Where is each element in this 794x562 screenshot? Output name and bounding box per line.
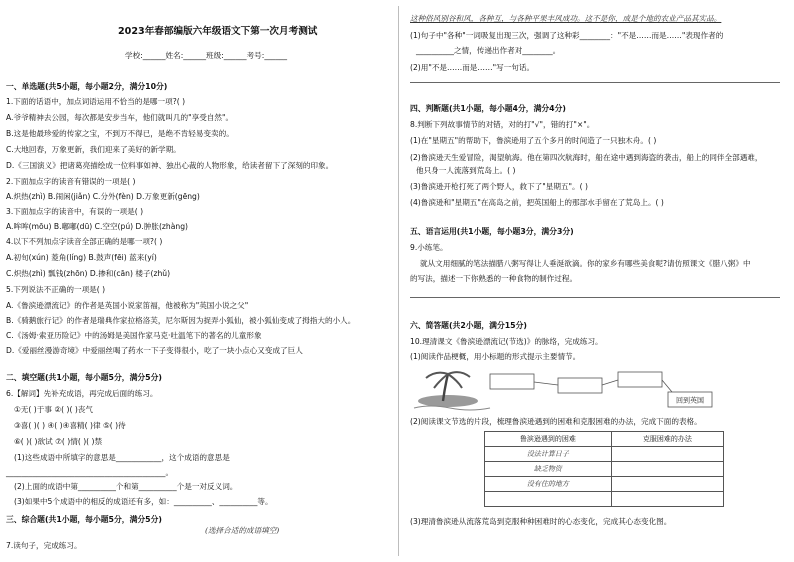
- table-cell-answer[interactable]: [611, 462, 723, 477]
- table-cell-answer[interactable]: [611, 447, 723, 462]
- table-cell: [485, 492, 612, 507]
- question-line: (2)上面的成语中第__________个和第__________个是一对反义词。: [14, 482, 238, 491]
- table-cell: 缺乏物资: [485, 462, 612, 477]
- question-9a: 就从文用细腻的笔法描腊八粥写得让人垂涎欲滴。你的家乡有哪些美食呢?请仿照课文《腊八粥》中: [420, 259, 751, 268]
- section-heading: 三、综合题(共1小题，每小题5分，满分5分): [6, 515, 162, 524]
- plot-box-3: [618, 372, 662, 387]
- table-cell: 没有住的地方: [485, 477, 612, 492]
- question-line: 5.下列说法不正确的一项是( ): [6, 285, 106, 294]
- question-10: 10.理清课文《鲁滨逊漂流记(节选)》的脉络，完成练习。: [410, 337, 603, 346]
- question-line: B.《骑鹅旅行记》的作者是瑞典作家拉格洛芙，尼尔斯因为捉弄小狐仙，被小狐仙变成了拇指大的小人。: [6, 316, 356, 325]
- question-line: C.《汤姆·索亚历险记》中的汤姆是美国作家马克·吐温笔下的著名的儿童形象: [6, 331, 262, 340]
- question-line: (3)如果中5个成语中的相反的成语还有多，如：__________、__________等。: [14, 497, 273, 506]
- return-england-label: 回到英国: [676, 396, 704, 405]
- difficulty-table: [484, 431, 724, 507]
- question-line: A.哞哞(mōu) B.嘟嘟(dū) C.空空(pú) D.肿胀(zhàng): [6, 222, 188, 231]
- question-10-1: (1)阅读作品梗概，用小标题的形式提示主要情节。: [410, 352, 581, 361]
- section-6-heading: 六、简答题(共2小题，满分15分): [410, 321, 527, 330]
- column-divider: [398, 6, 399, 556]
- question-line: D.《三国演义》把诸葛亮描绘成一位料事如神、独出心裁的人物形象，给读者留下了深刻的印象。: [6, 161, 334, 170]
- answer-rule: [410, 82, 780, 83]
- island-icon: [418, 395, 478, 407]
- question-10-2: (2)阅读课文节选的片段，梳理鲁滨逊遇到的困难和克服困难的办法，完成下面的表格。: [410, 417, 702, 426]
- question-line: ⑥( )( )欲试 ⑦( )情( )( )禁: [14, 437, 103, 446]
- section-heading: 二、填空题(共1小题，每小题5分，满分5分): [6, 373, 162, 382]
- question-line: ①无( )于事 ②( )( )丧气: [14, 405, 94, 414]
- exam-title: 2023年春部编版六年级语文下第一次月考测试: [118, 26, 318, 37]
- judge-2b: 他只身一人流落到荒岛上。( ): [416, 166, 516, 175]
- question-line: A.《鲁滨逊漂流记》的作者是英国小说家笛福，他被称为"英国小说之父": [6, 301, 249, 310]
- question-line: __________________________________________。: [6, 468, 174, 477]
- question-8: 8.判断下列故事情节的对错，对的打"√"，错的打"×"。: [410, 120, 595, 129]
- question-10-3: (3)理清鲁滨逊从流落荒岛到克服种种困难时的心态变化，完成其心态变化图。: [410, 517, 672, 526]
- section-5-heading: 五、语言运用(共1小题，每小题3分，满分3分): [410, 227, 574, 236]
- section-4-heading: 四、判断题(共1小题，每小题4分，满分4分): [410, 104, 566, 113]
- table-cell: 没法计算日子: [485, 447, 612, 462]
- story-plot-diagram: [410, 368, 720, 412]
- judge-4: (4)鲁滨逊和"星期五"在高岛之前，把英国船上的那部水手留在了荒岛上。( ): [410, 198, 664, 207]
- question-line: C.大地回春，万象更新，我们迎来了美好的新学期。: [6, 145, 181, 154]
- plot-box-2: [558, 378, 602, 393]
- table-header: 克服困难的办法: [611, 432, 723, 447]
- right-column: [400, 0, 794, 562]
- question-line: 7.读句子，完成练习。: [6, 541, 82, 550]
- question-line: C.炽热(zhì) 瓢钱(zhōn) D.掺和(cān) 楼子(zhǔ): [6, 269, 171, 278]
- judge-2a: (2)鲁滨逊天生爱冒险，渴望航海。他在第四次航海时，船在途中遇到海盗的袭击，船上的同伴全部遇难，: [410, 153, 763, 162]
- question-line: A.初旬(xún) 菱角(líng) B.鼓声(fēi) 蓝来(yí): [6, 253, 157, 262]
- question-line: 2.下面加点字的读音有错误的一项是( ): [6, 177, 136, 186]
- plot-box-1: [490, 374, 534, 389]
- judge-3: (3)鲁滨逊开枪打死了两个野人，救下了"星期五"。( ): [410, 182, 588, 191]
- question-line: (1)这些成语中所填字的意思是____________，这个成语的意思是: [14, 453, 230, 462]
- table-cell-answer[interactable]: [611, 477, 723, 492]
- question-line: 6.【解词】先补充成语，再完成后面的练习。: [6, 389, 158, 398]
- question-7-1: (1)句子中"各种"一词吸复出现三次，强调了这种彩________："不是……而是……"表现作者的: [410, 31, 724, 40]
- question-line: 3.下面加点字的读音中，有误的一项是( ): [6, 207, 144, 216]
- table-row: [485, 477, 724, 492]
- handwritten-top-line: 这种俗风别谷和风，各种互，与各种平果丰风成功。这不是你，成是个地的农业产品其实品。: [410, 14, 722, 23]
- question-line: ③喜( )( ) ④( )④喜精( )律 ⑤( )待: [14, 421, 126, 430]
- question-line: 4.以下不列加点字读音全部正确的是哪一项?( ): [6, 237, 163, 246]
- table-row: [485, 447, 724, 462]
- question-line: A.爷爷精神去公园，每次都是安步当车，他们就叫几的"享受自然"。: [6, 113, 234, 122]
- question-line: 1.下面的话语中，加点词语运用不恰当的是哪一项?( ): [6, 97, 186, 106]
- question-7-1b: __________之情，传递出作者对________。: [416, 46, 561, 55]
- question-7-2: (2)用"不是……而是……"写一句话。: [410, 63, 535, 72]
- question-line: D.《爱丽丝漫游奇境》中爱丽丝喝了药水一下子变得很小，吃了一块小点心又变成了巨人: [6, 346, 303, 355]
- student-info-line: 学校:______姓名:______班级:______考号:______: [125, 51, 288, 60]
- table-row: [485, 492, 724, 507]
- question-9b: 的写法，描述一下你熟悉的一种食物的制作过程。: [410, 274, 578, 283]
- table-cell-answer[interactable]: [611, 492, 723, 507]
- writing-rule: [410, 297, 780, 298]
- handwritten-note: (选择合适的成语填空): [205, 526, 280, 535]
- section-heading: 一、单选题(共5小题，每小题2分，满分10分): [6, 82, 168, 91]
- question-line: A.炽热(zhì) B.闹闲(jiǎn) C.分外(fèn) D.万象更新(gēng): [6, 192, 200, 201]
- table-header: 鲁滨逊遇到的困难: [485, 432, 612, 447]
- question-line: B.这是他最珍爱的传家之宝，不到万不得已，是绝不肯轻易变卖的。: [6, 129, 234, 138]
- question-9: 9.小练笔。: [410, 243, 448, 252]
- table-row: [485, 462, 724, 477]
- judge-1: (1)在"星期五"的帮助下，鲁滨逊用了五个多月的时间造了一只独木舟。( ): [410, 136, 657, 145]
